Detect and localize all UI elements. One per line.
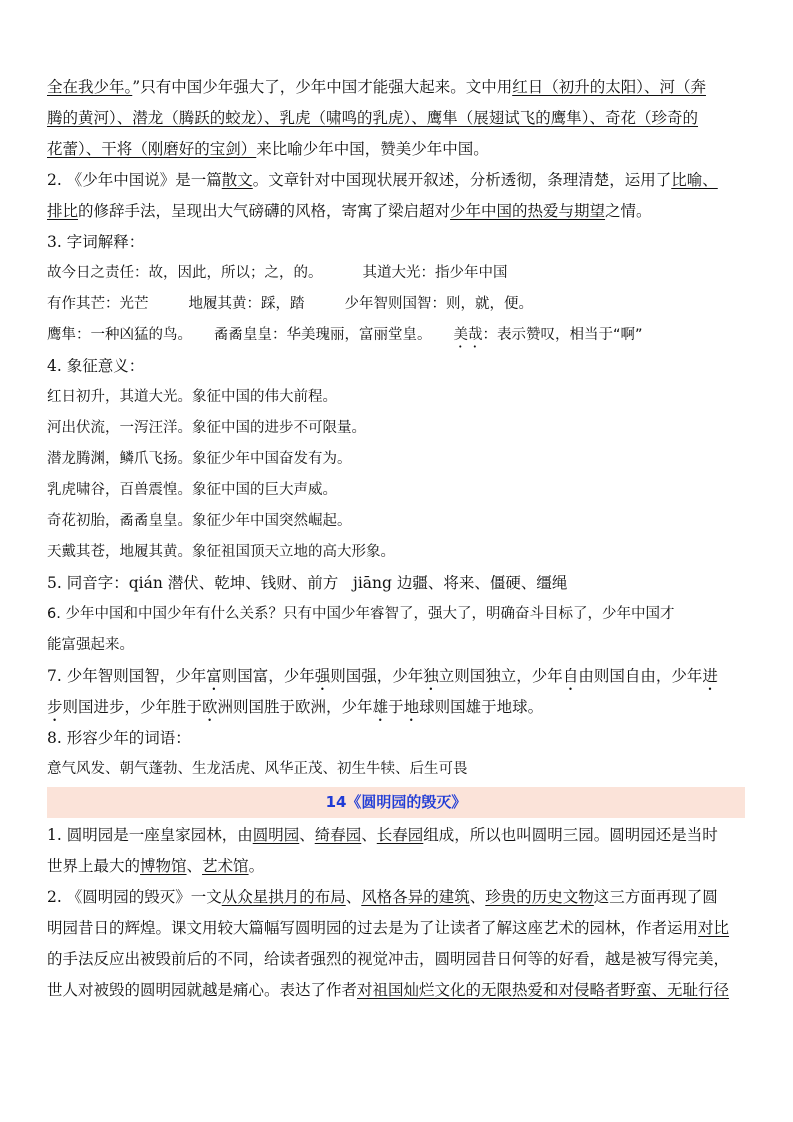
- text-run: 。文章针对中国现状展开叙述，分析透彻，条理清楚，运用了: [252, 171, 672, 189]
- definition: 鹰隼：一种凶猛的鸟。: [47, 327, 192, 343]
- text-run: 则国富，少年: [221, 667, 315, 685]
- underlined-phrase: 风格各异的建筑: [361, 888, 470, 906]
- text-run: 由则国自由，少年: [578, 667, 703, 685]
- item-7-line: [47, 661, 745, 692]
- underlined-phrase: 排比: [47, 202, 79, 220]
- text-run: 、: [345, 888, 362, 906]
- item-8-words: 意气风发、朝气蓬勃、生龙活虎、风华正茂、初生牛犊、后生可畏: [47, 761, 468, 777]
- definition: 少年智则国智：则，就，便。: [344, 296, 533, 312]
- word-definition-row: [47, 258, 745, 289]
- item-4-heading: 4. 象征意义：: [47, 357, 145, 375]
- text-run: 组成，所以也叫圆明三园。圆明园还是当时: [423, 826, 718, 844]
- s2-line: [47, 882, 745, 913]
- underlined-phrase: 从众星拱月的布局: [221, 888, 346, 906]
- item-2-line: [47, 165, 745, 196]
- symbol-line: 天戴其苍，地履其黄。象征祖国顶天立地的高大形象。: [47, 544, 395, 560]
- s2-line: [47, 944, 745, 975]
- underlined-phrase: 对祖国灿烂文化的无限热爱和对侵略者野蛮、无耻行径: [357, 981, 730, 999]
- text-run: 世界上最大的: [47, 857, 141, 875]
- symbol-line: 红日初升，其道大光。象征中国的伟大前程。: [47, 389, 337, 405]
- underlined-phrase: 长春园: [376, 826, 424, 844]
- definition: 矞矞皇皇：华美瑰丽，富丽堂皇。: [214, 327, 432, 343]
- symbol-line: 乳虎啸谷，百兽震惶。象征中国的巨大声威。: [47, 482, 337, 498]
- text-run: 、: [361, 826, 377, 844]
- text-run: 的修辞手法，呈现出大气磅礴的风格，寄寓了梁启超对: [78, 202, 451, 220]
- underlined-phrase: 少年中国的热爱与期望: [450, 202, 606, 220]
- underlined-phrase: 珍贵的历史文物: [485, 888, 594, 906]
- dotted-char: 富: [206, 667, 222, 685]
- definition: 故今日之责任：故，因此，所以；之，的。: [47, 265, 323, 281]
- s2-line: [47, 975, 745, 1006]
- dotted-char: 美: [453, 327, 468, 343]
- dotted-char: 欧: [202, 698, 218, 716]
- item-6-line: 能富强起来。: [47, 637, 134, 653]
- underlined-phrase: 腾的黄河）、潜龙（腾跃的蛟龙）、乳虎（啸鸣的乳虎）、鹰隼（展翅试飞的鹰隼）、奇花（珍奇的: [47, 109, 699, 127]
- underlined-phrase: 全在我少年。: [47, 78, 133, 96]
- text-run: 世人对被毁的圆明园就越是痛心。表达了作者: [47, 981, 358, 999]
- word-definition-row: [47, 320, 745, 351]
- symbol-line: 潜龙腾渊，鳞爪飞扬。象征少年中国奋发有为。: [47, 451, 352, 467]
- text-run: 则国进步，少年胜于: [62, 698, 203, 716]
- text-run: 2. 《少年中国说》是一篇: [47, 171, 222, 189]
- text-run: 、: [186, 857, 203, 875]
- text-run: 、: [469, 888, 486, 906]
- dotted-char: 哉: [468, 327, 483, 343]
- text-run: 这三方面再现了圆: [593, 888, 718, 906]
- underlined-phrase: 博物馆: [140, 857, 187, 875]
- text-run: 立则国独立，少年: [438, 667, 563, 685]
- definition: ：表示赞叹，相当于“啊”: [482, 327, 643, 343]
- symbol-line: 河出伏流，一泻汪洋。象征中国的进步不可限量。: [47, 420, 366, 436]
- underlined-phrase: 绮春园: [314, 826, 362, 844]
- item-7-line: [47, 692, 745, 723]
- text-run: 明园昔日的辉煌。课文用较大篇幅写圆明园的过去是为了让读者了解这座艺术的园林，作者运用: [47, 919, 699, 937]
- definition: 其道大光：指少年中国: [362, 265, 508, 281]
- dotted-char: 雄: [372, 698, 389, 716]
- underlined-phrase: 对比: [698, 919, 730, 937]
- dotted-char: 自: [562, 667, 579, 685]
- s2-line: [47, 913, 745, 944]
- underlined-phrase: 散文: [221, 171, 253, 189]
- underlined-phrase: 花蕾）、干将（刚磨好的宝剑）: [47, 140, 257, 158]
- text-run: 于: [388, 698, 404, 716]
- dotted-char: 地: [403, 698, 420, 716]
- word-definition-row: [47, 289, 745, 320]
- item-2-line: [47, 196, 745, 227]
- text-run: 1. 圆明园是一座皇家园林，由: [47, 826, 253, 844]
- underlined-phrase: 圆明园: [252, 826, 300, 844]
- text-run: 、: [299, 826, 315, 844]
- text-run: 。: [248, 857, 265, 875]
- text-run: 的手法反应出被毁前后的不同，给读者强烈的视觉冲击，圆明园昔日何等的好看，越是被写得完美，: [47, 950, 730, 968]
- document-page: [47, 72, 745, 1006]
- item-6-line: 6. 少年中国和中国少年有什么关系？只有中国少年睿智了，强大了，明确奋斗目标了，少年中国才: [47, 606, 675, 622]
- underlined-phrase: 艺术馆: [202, 857, 249, 875]
- item-3-heading: 3. 字词解释：: [47, 233, 145, 251]
- item-8-heading: 8. 形容少年的词语：: [47, 729, 191, 747]
- dotted-char: 独: [423, 667, 439, 685]
- text-line: [47, 103, 745, 134]
- item-5-homophones: 5. 同音字：qián 潜伏、乾坤、钱财、前方 jiāng 边疆、将来、僵硬、缰绳: [47, 574, 568, 592]
- text-line: [47, 134, 745, 165]
- dotted-char: 进: [702, 667, 718, 685]
- section-title: 14《圆明园的毁灭》: [325, 793, 467, 811]
- text-run: 则国强，少年: [330, 667, 424, 685]
- text-run: 7. 少年智则国智，少年: [47, 667, 207, 685]
- underlined-phrase: 比喻、: [671, 171, 718, 189]
- s1-line: [47, 820, 745, 851]
- text-run: 之情。: [605, 202, 652, 220]
- definition: 有作其芒：光芒: [47, 296, 149, 312]
- definition: 地履其黄：踩，踏: [188, 296, 305, 312]
- text-run: 来比喻少年中国，赞美少年中国。: [256, 140, 489, 158]
- underlined-phrase: 红日（初升的太阳）、河（奔: [512, 78, 706, 96]
- symbol-line: 奇花初胎，矞矞皇皇。象征少年中国突然崛起。: [47, 513, 352, 529]
- dotted-char: 步: [47, 698, 63, 716]
- dotted-char: 强: [314, 667, 331, 685]
- text-line: [47, 72, 745, 103]
- section-title-bar: [47, 787, 745, 818]
- text-run: 洲则国胜于欧洲，少年: [217, 698, 373, 716]
- text-run: 球则国雄于地球。: [419, 698, 544, 716]
- text-run: ”只有中国少年强大了，少年中国才能强大起来。文中用: [132, 78, 513, 96]
- text-run: 2. 《圆明园的毁灭》一文: [47, 888, 222, 906]
- s1-line: [47, 851, 745, 882]
